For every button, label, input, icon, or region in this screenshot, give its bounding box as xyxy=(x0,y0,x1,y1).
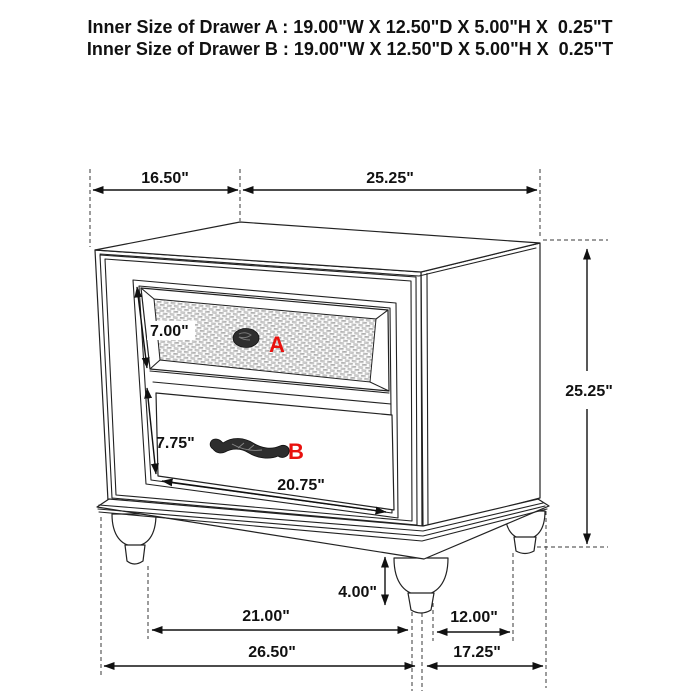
dim-leg-spacing-front-label: 21.00" xyxy=(242,608,290,625)
drawer-a-knob xyxy=(233,329,259,348)
leg-front-center xyxy=(394,558,448,613)
dim-overall-depth-label: 17.25" xyxy=(453,644,501,661)
dim-height-label: 25.25" xyxy=(565,383,613,400)
dim-overall-width-label: 26.50" xyxy=(248,644,296,661)
drawer-a-label: A xyxy=(269,332,285,357)
dim-top-side-label: 16.50" xyxy=(141,170,189,187)
dim-drawer-b-label: 7.75" xyxy=(156,435,195,452)
dim-leg-height-label: 4.00" xyxy=(338,584,377,601)
header-line-1: Inner Size of Drawer A : 19.00"W X 12.50"D X 5.00"H X 0.25"T xyxy=(87,17,613,37)
leg-front-left xyxy=(112,514,156,564)
dim-drawer-width-label: 20.75" xyxy=(277,477,325,494)
dim-drawer-a-label: 7.00" xyxy=(150,323,189,340)
header-line-2: Inner Size of Drawer B : 19.00"W X 12.50"D X 5.00"H X 0.25"T xyxy=(86,39,614,59)
dim-leg-spacing-side-label: 12.00" xyxy=(450,609,498,626)
dim-top-front-label: 25.25" xyxy=(366,170,414,187)
drawer-b-label: B xyxy=(288,439,304,464)
side-face xyxy=(421,243,540,528)
nightstand-drawing xyxy=(95,222,549,613)
